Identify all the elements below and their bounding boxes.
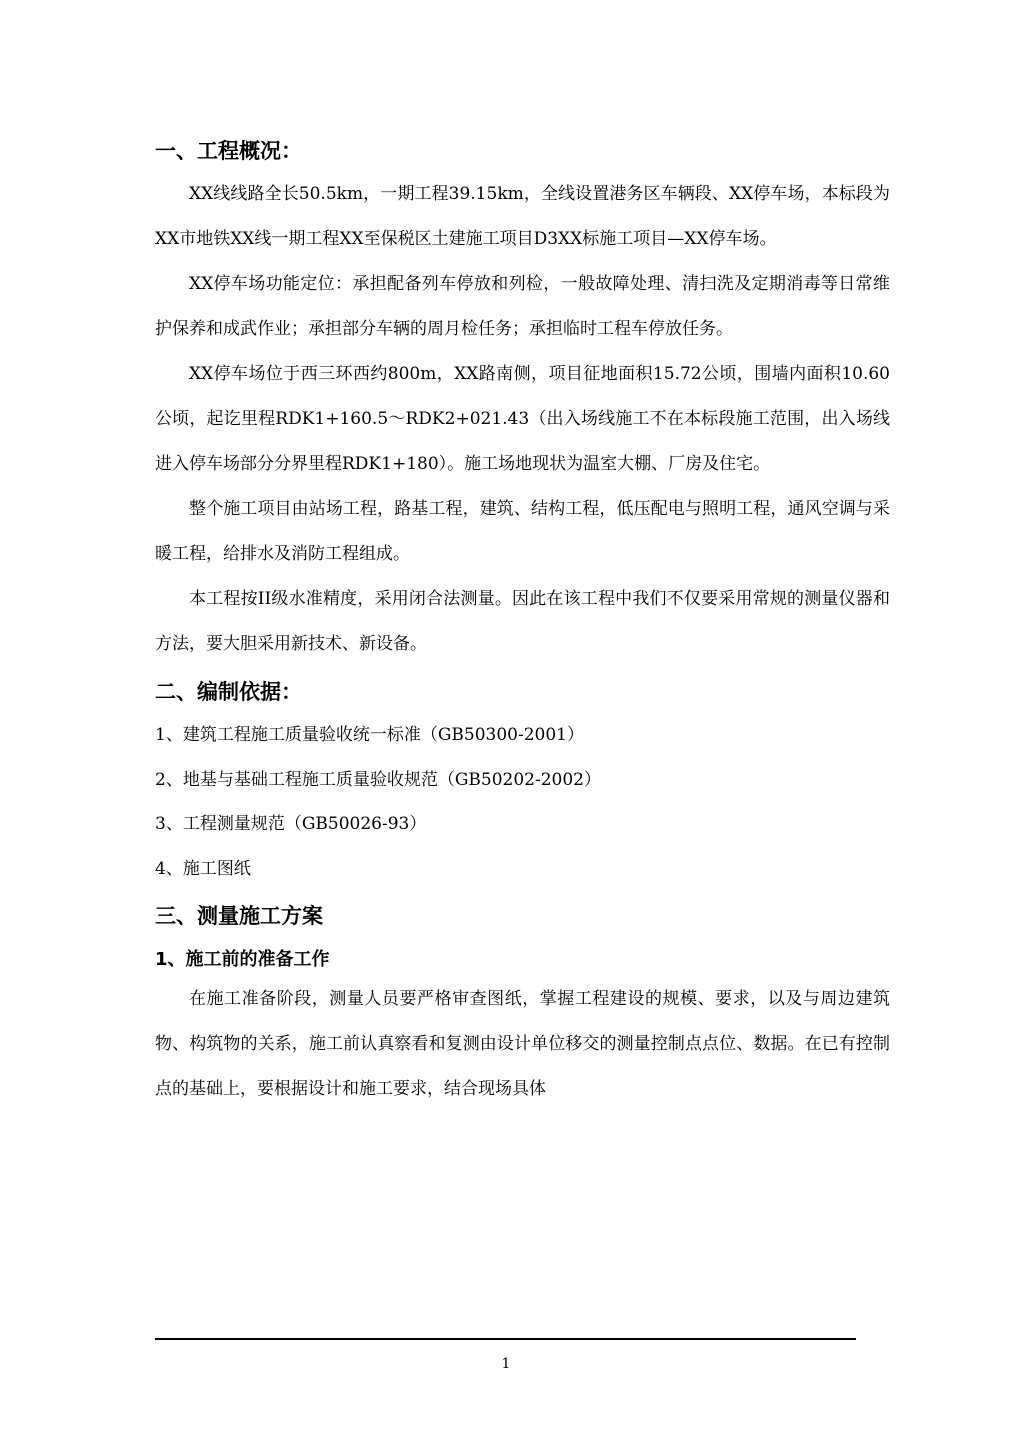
page-number: 1 (501, 1356, 511, 1372)
section-title-basis: 二、编制依据： (155, 680, 302, 704)
overview-paragraph: 本工程按II级水准精度，采用闭合法测量。因此在该工程中我们不仅要采用常规的测量仪器和方法，要大胆采用新技术、新设备。 (155, 589, 890, 654)
section-title-plan: 三、测量施工方案 (155, 904, 323, 928)
page-content (155, 136, 890, 1112)
subsection-title-preparation: 1、施工前的准备工作 (155, 949, 330, 970)
footer-divider (155, 1338, 856, 1340)
list-item: 2、地基与基础工程施工质量验收规范（GB50202-2002） (155, 769, 601, 790)
section-title-overview: 一、工程概况： (155, 139, 302, 163)
overview-paragraph: XX线线路全长50.5km，一期工程39.15km，全线设置港务区车辆段、XX停车场，本标段为XX市地铁XX线一期工程XX至保税区土建施工项目D3XX标施工项目—XX停车场。 (155, 184, 890, 249)
overview-paragraph: 整个施工项目由站场工程，路基工程，建筑、结构工程，低压配电与照明工程，通风空调与采暖工程，给排水及消防工程组成。 (155, 499, 890, 564)
preparation-paragraph: 在施工准备阶段，测量人员要严格审查图纸，掌握工程建设的规模、要求，以及与周边建筑物、构筑物的关系，施工前认真察看和复测由设计单位移交的测量控制点点位、数据。在已有控制点的基础上，要根据设计和施工要求，结合现场具体 (155, 989, 890, 1099)
list-item: 3、工程测量规范（GB50026-93） (155, 814, 427, 834)
basis-list (155, 713, 890, 891)
overview-paragraph: XX停车场位于西三环西约800m，XX路南侧，项目征地面积15.72公顷，围墙内面积10.60公顷，起讫里程RDK1+160.5～RDK2+021.43（出入场线施工不在本标段施工范围，出入场线进入停车场部分分界里程RDK1+180）。施工场地现状为温室大棚、厂房及住宅。 (155, 364, 890, 474)
overview-body (155, 172, 890, 667)
list-item: 4、施工图纸 (155, 858, 251, 879)
list-item: 1、建筑工程施工质量验收统一标准（GB50300-2001） (155, 725, 584, 745)
overview-paragraph: XX停车场功能定位：承担配备列车停放和列检，一般故障处理、清扫洗及定期消毒等日常维护保养和成武作业；承担部分车辆的周月检任务；承担临时工程车停放任务。 (155, 274, 890, 339)
